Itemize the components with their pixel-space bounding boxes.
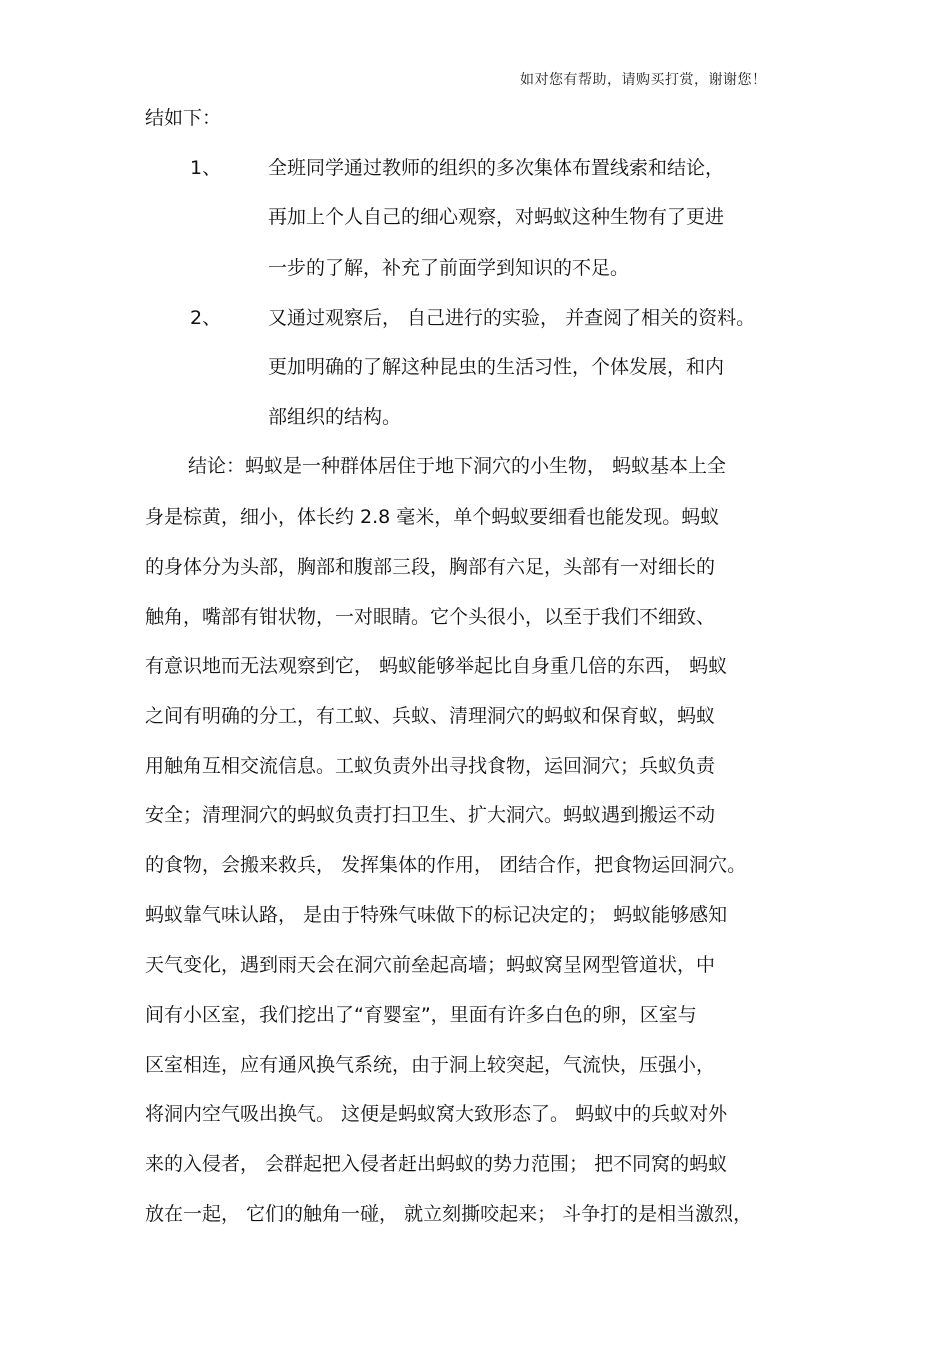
conclusion-line: 区室相连，应有通风换气系统，由于洞上较突起，气流快，压强小，: [145, 1054, 716, 1076]
conclusion-line: 放在一起， 它们的触角一碰， 就立刻撕咬起来； 斗争打的是相当激烈，: [145, 1203, 753, 1225]
list-item-2-line-1: 又通过观察后， 自己进行的实验， 并查阅了相关的资料。: [268, 307, 756, 329]
conclusion-line: 天气变化，遇到雨天会在洞穴前垒起高墙；蚂蚁窝呈网型管道状，中: [145, 954, 716, 976]
conclusion-line: 有意识地而无法观察到它， 蚂蚁能够举起比自身重几倍的东西， 蚂蚁: [145, 655, 728, 677]
conclusion-line: 触角，嘴部有钳状物，一对眼睛。它个头很小，以至于我们不细致、: [145, 606, 716, 628]
conclusion-line: 来的入侵者， 会群起把入侵者赶出蚂蚁的势力范围； 把不同窝的蚂蚁: [145, 1153, 728, 1175]
intro-text: 结如下：: [145, 107, 222, 129]
list-item-2-line-3: 部组织的结构。: [268, 406, 402, 428]
conclusion-line: 的身体分为头部，胸部和腹部三段，胸部有六足，头部有一对细长的: [145, 556, 716, 578]
conclusion-line: 用触角互相交流信息。工蚁负责外出寻找食物，运回洞穴；兵蚁负责: [145, 755, 716, 777]
list-item-2-number: 2、: [190, 307, 222, 329]
list-item-1-number: 1、: [190, 157, 222, 179]
header-note: 如对您有帮助，请购买打赏，谢谢您！: [520, 72, 767, 88]
conclusion-line: 身是棕黄，细小，体长约 2.8 毫米，单个蚂蚁要细看也能发现。蚂蚁: [145, 506, 720, 528]
list-item-1-line-3: 一步的了解，补充了前面学到知识的不足。: [268, 257, 630, 279]
conclusion-line: 结论：蚂蚁是一种群体居住于地下洞穴的小生物， 蚂蚁基本上全: [188, 455, 727, 477]
conclusion-line: 的食物，会搬来救兵， 发挥集体的作用， 团结合作，把食物运回洞穴。: [145, 854, 747, 876]
conclusion-line: 蚂蚁靠气味认路， 是由于特殊气味做下的标记决定的； 蚂蚁能够感知: [145, 904, 728, 926]
list-item-2-line-2: 更加明确的了解这种昆虫的生活习性，个体发展，和内: [268, 356, 725, 378]
conclusion-line: 将洞内空气吸出换气。 这便是蚂蚁窝大致形态了。 蚂蚁中的兵蚁对外: [145, 1103, 728, 1125]
list-item-1-line-1: 全班同学通过教师的组织的多次集体布置线索和结论，: [268, 157, 725, 179]
conclusion-line: 间有小区室，我们挖出了“育婴室”，里面有许多白色的卵，区室与: [145, 1004, 697, 1026]
list-item-1-line-2: 再加上个人自己的细心观察，对蚂蚁这种生物有了更进: [268, 206, 725, 228]
conclusion-line: 之间有明确的分工，有工蚁、兵蚁、清理洞穴的蚂蚁和保育蚁，蚂蚁: [145, 705, 716, 727]
conclusion-line: 安全；清理洞穴的蚂蚁负责打扫卫生、扩大洞穴。蚂蚁遇到搬运不动: [145, 804, 716, 826]
